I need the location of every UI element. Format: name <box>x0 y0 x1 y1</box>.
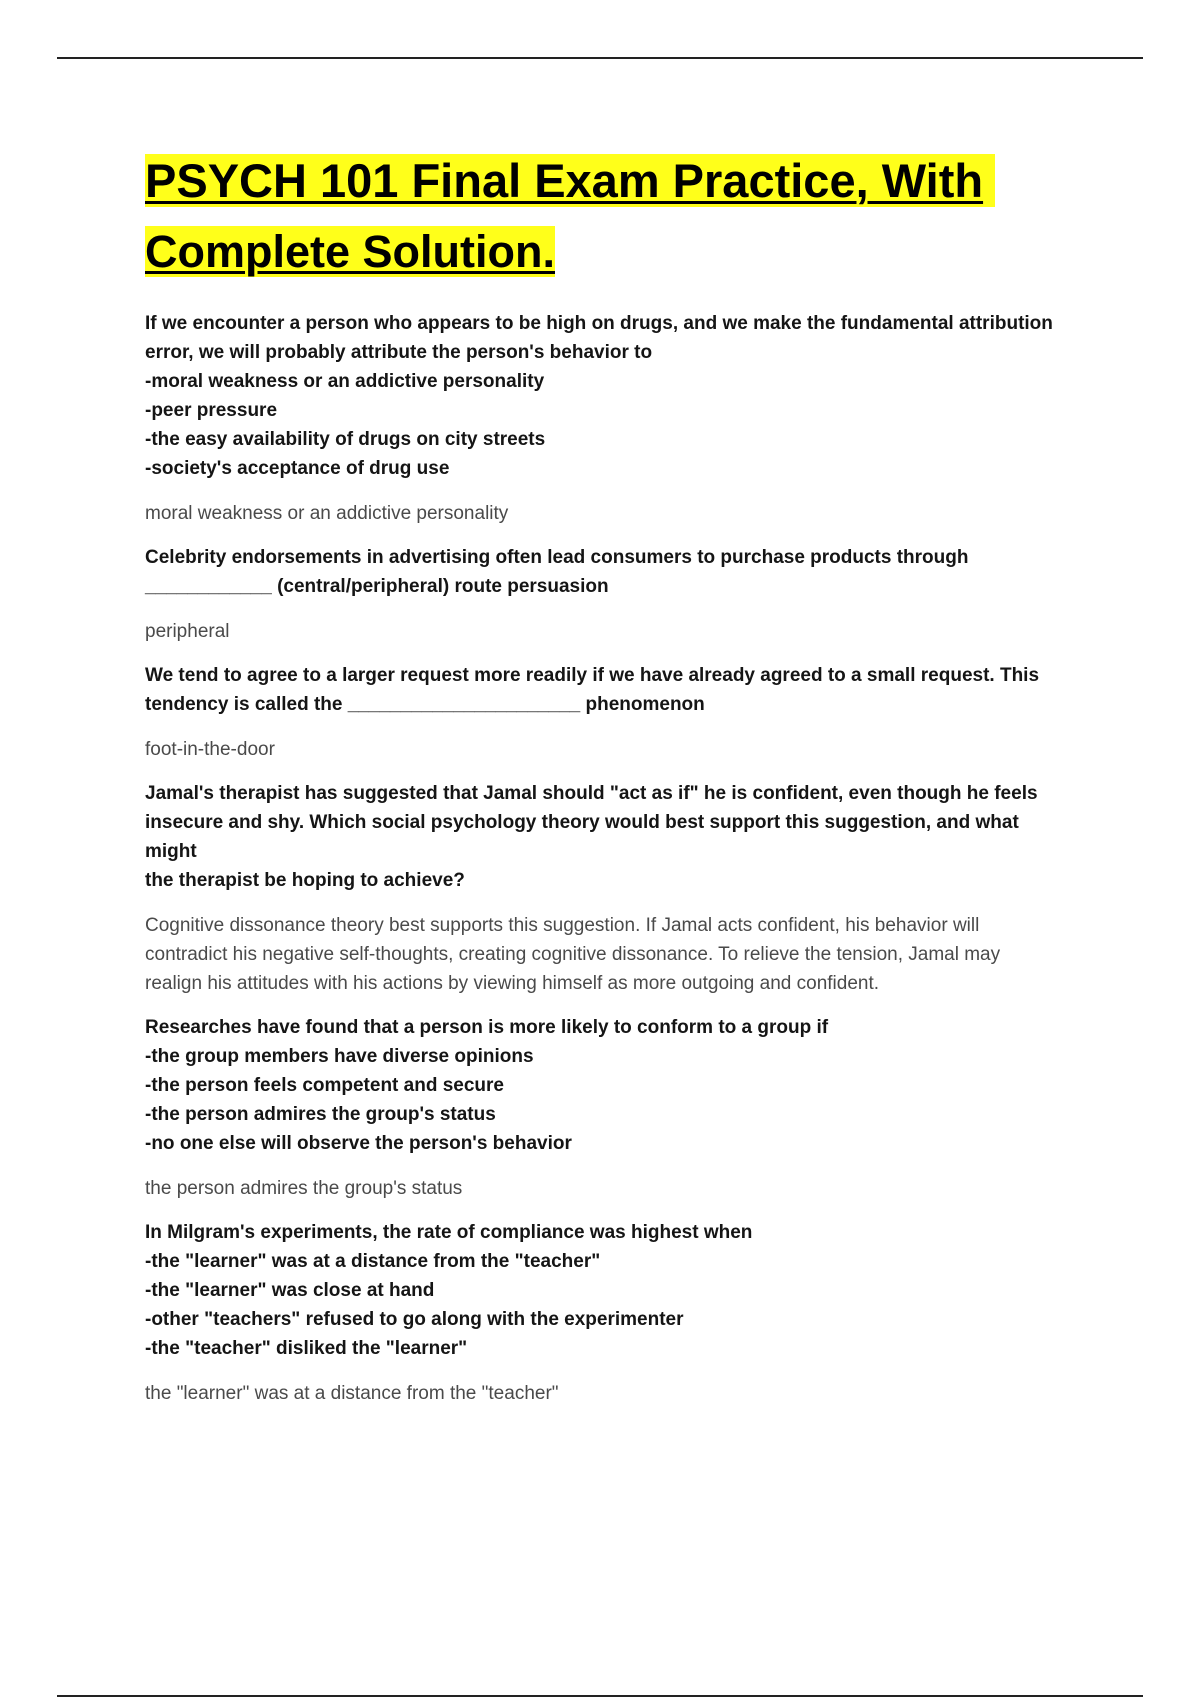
answer-line: Cognitive dissonance theory best supports this suggestion. If Jamal acts confident, his behavior will <box>145 915 980 936</box>
answer-line: contradict his negative self-thoughts, creating cognitive dissonance. To relieve the tension, Jamal may <box>145 944 1001 965</box>
question <box>145 309 1075 483</box>
qa-item <box>145 1013 1075 1203</box>
qa-item <box>145 543 1075 646</box>
answer-option: -the "teacher" disliked the "learner" <box>145 1338 468 1359</box>
qa-item <box>145 309 1075 528</box>
answer-option: -the group members have diverse opinions <box>145 1046 534 1067</box>
document-body <box>145 146 1075 1423</box>
answer-option: -the person admires the group's status <box>145 1104 496 1125</box>
title-line-2: Complete Solution. <box>145 226 555 277</box>
answer-option: -other "teachers" refused to go along with the experimenter <box>145 1309 684 1330</box>
answer <box>145 911 1075 998</box>
answer: the person admires the group's status <box>145 1178 463 1199</box>
answer-option: -the "learner" was at a distance from the "teacher" <box>145 1251 601 1272</box>
qa-item <box>145 661 1075 764</box>
question <box>145 779 1075 895</box>
qa-item <box>145 1218 1075 1408</box>
qa-item <box>145 779 1075 998</box>
question-line: If we encounter a person who appears to be high on drugs, and we make the fundamental attribution <box>145 313 1053 334</box>
question <box>145 543 1075 601</box>
question-line: ____________ (central/peripheral) route persuasion <box>145 576 609 597</box>
question-line: insecure and shy. Which social psychology theory would best support this suggestion, and what might <box>145 812 1019 862</box>
answer-option: -society's acceptance of drug use <box>145 458 450 479</box>
footer-rule <box>57 1695 1143 1697</box>
answer: the "learner" was at a distance from the "teacher" <box>145 1383 559 1404</box>
answer: peripheral <box>145 621 230 642</box>
question-line: In Milgram's experiments, the rate of compliance was highest when <box>145 1222 753 1243</box>
answer-option: -the "learner" was close at hand <box>145 1280 435 1301</box>
question <box>145 661 1075 719</box>
header-rule <box>57 57 1143 59</box>
answer-option: -the person feels competent and secure <box>145 1075 504 1096</box>
question <box>145 1013 1075 1158</box>
question-line: We tend to agree to a larger request more readily if we have already agreed to a small request. This <box>145 665 1040 686</box>
question-line: tendency is called the ______________________ phenomenon <box>145 694 705 715</box>
answer-option: -peer pressure <box>145 400 278 421</box>
question-line: Researches have found that a person is more likely to conform to a group if <box>145 1017 829 1038</box>
question-line: Jamal's therapist has suggested that Jamal should "act as if" he is confident, even though he feels <box>145 783 1038 804</box>
answer-option: -moral weakness or an addictive personality <box>145 371 545 392</box>
answer-line: realign his attitudes with his actions by viewing himself as more outgoing and confident. <box>145 973 880 994</box>
title-line-1: PSYCH 101 Final Exam Practice, With <box>145 154 995 207</box>
answer: moral weakness or an addictive personality <box>145 503 509 524</box>
question-line: the therapist be hoping to achieve? <box>145 870 465 891</box>
answer: foot-in-the-door <box>145 739 275 760</box>
question <box>145 1218 1075 1363</box>
question-line: Celebrity endorsements in advertising often lead consumers to purchase products through <box>145 547 969 568</box>
document-title <box>145 146 1075 287</box>
question-line: error, we will probably attribute the person's behavior to <box>145 342 653 363</box>
answer-option: -no one else will observe the person's behavior <box>145 1133 572 1154</box>
answer-option: -the easy availability of drugs on city streets <box>145 429 546 450</box>
